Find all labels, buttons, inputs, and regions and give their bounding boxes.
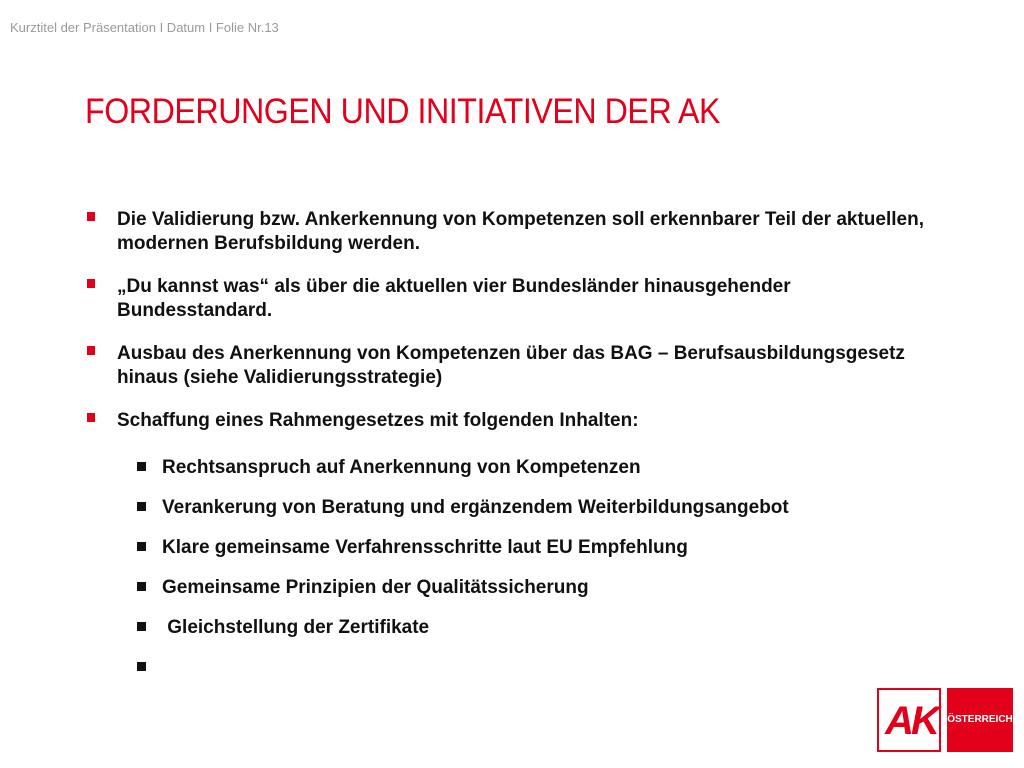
slide-title: FORDERUNGEN UND INITIATIVEN DER AK: [85, 92, 720, 131]
sub-bullet-text: Gemeinsame Prinzipien der Qualitätssicherung: [162, 577, 589, 598]
sub-bullet-item: [162, 456, 962, 496]
sub-bullet-item: [162, 496, 962, 536]
bullet-list: [85, 208, 945, 433]
bullet-item: [85, 208, 945, 256]
sub-bullet-square-icon: [137, 622, 146, 631]
bullet-text: Schaffung eines Rahmengesetzes mit folgenden Inhalten:: [117, 410, 639, 431]
sub-bullet-square-icon: [137, 582, 146, 591]
slide-content: [85, 208, 945, 638]
sub-bullet-item-empty: [162, 656, 962, 696]
bullet-item: [85, 409, 945, 433]
sub-bullet-text: Rechtsanspruch auf Anerkennung von Kompetenzen: [162, 457, 641, 478]
ak-oesterreich-logo: [877, 688, 1013, 752]
sub-bullet-text: Verankerung von Beratung und ergänzendem Weiterbildungsangebot: [162, 497, 789, 518]
oesterreich-logo-text: ÖSTERREICH: [947, 714, 1013, 725]
sub-bullet-square-icon: [137, 662, 146, 671]
bullet-text: Die Validierung bzw. Ankerkennung von Kompetenzen soll erkennbarer Teil der aktuellen, modernen Berufsbildung werden.: [117, 209, 924, 254]
bullet-square-icon: [87, 279, 95, 288]
sub-bullet-square-icon: [137, 542, 146, 551]
bullet-item: [85, 342, 945, 390]
oesterreich-logo-box: [947, 688, 1013, 752]
bullet-square-icon: [87, 346, 95, 355]
slide-meta-line: Kurztitel der Präsentation I Datum I Folie Nr.13: [10, 20, 279, 35]
sub-bullet-text: Gleichstellung der Zertifikate: [162, 617, 430, 638]
sub-bullet-item: [162, 616, 962, 656]
bullet-square-icon: [87, 212, 95, 221]
sub-bullet-list: [85, 456, 962, 696]
sub-bullet-square-icon: [137, 502, 146, 511]
bullet-text: Ausbau des Anerkennung von Kompetenzen über das BAG – Berufsausbildungsgesetz hinaus (siehe Validierungsstrategie): [117, 343, 905, 388]
sub-bullet-item: [162, 536, 962, 576]
sub-bullet-square-icon: [137, 462, 146, 471]
sub-bullet-item: [162, 576, 962, 616]
ak-logo-mark: [877, 688, 941, 752]
sub-bullet-text: Klare gemeinsame Verfahrensschritte laut EU Empfehlung: [162, 537, 688, 558]
bullet-square-icon: [87, 413, 95, 422]
bullet-item: [85, 275, 945, 323]
ak-logo-text: AK: [885, 699, 937, 743]
bullet-text: „Du kannst was“ als über die aktuellen vier Bundesländer hinausgehender Bundesstandard.: [117, 276, 791, 321]
